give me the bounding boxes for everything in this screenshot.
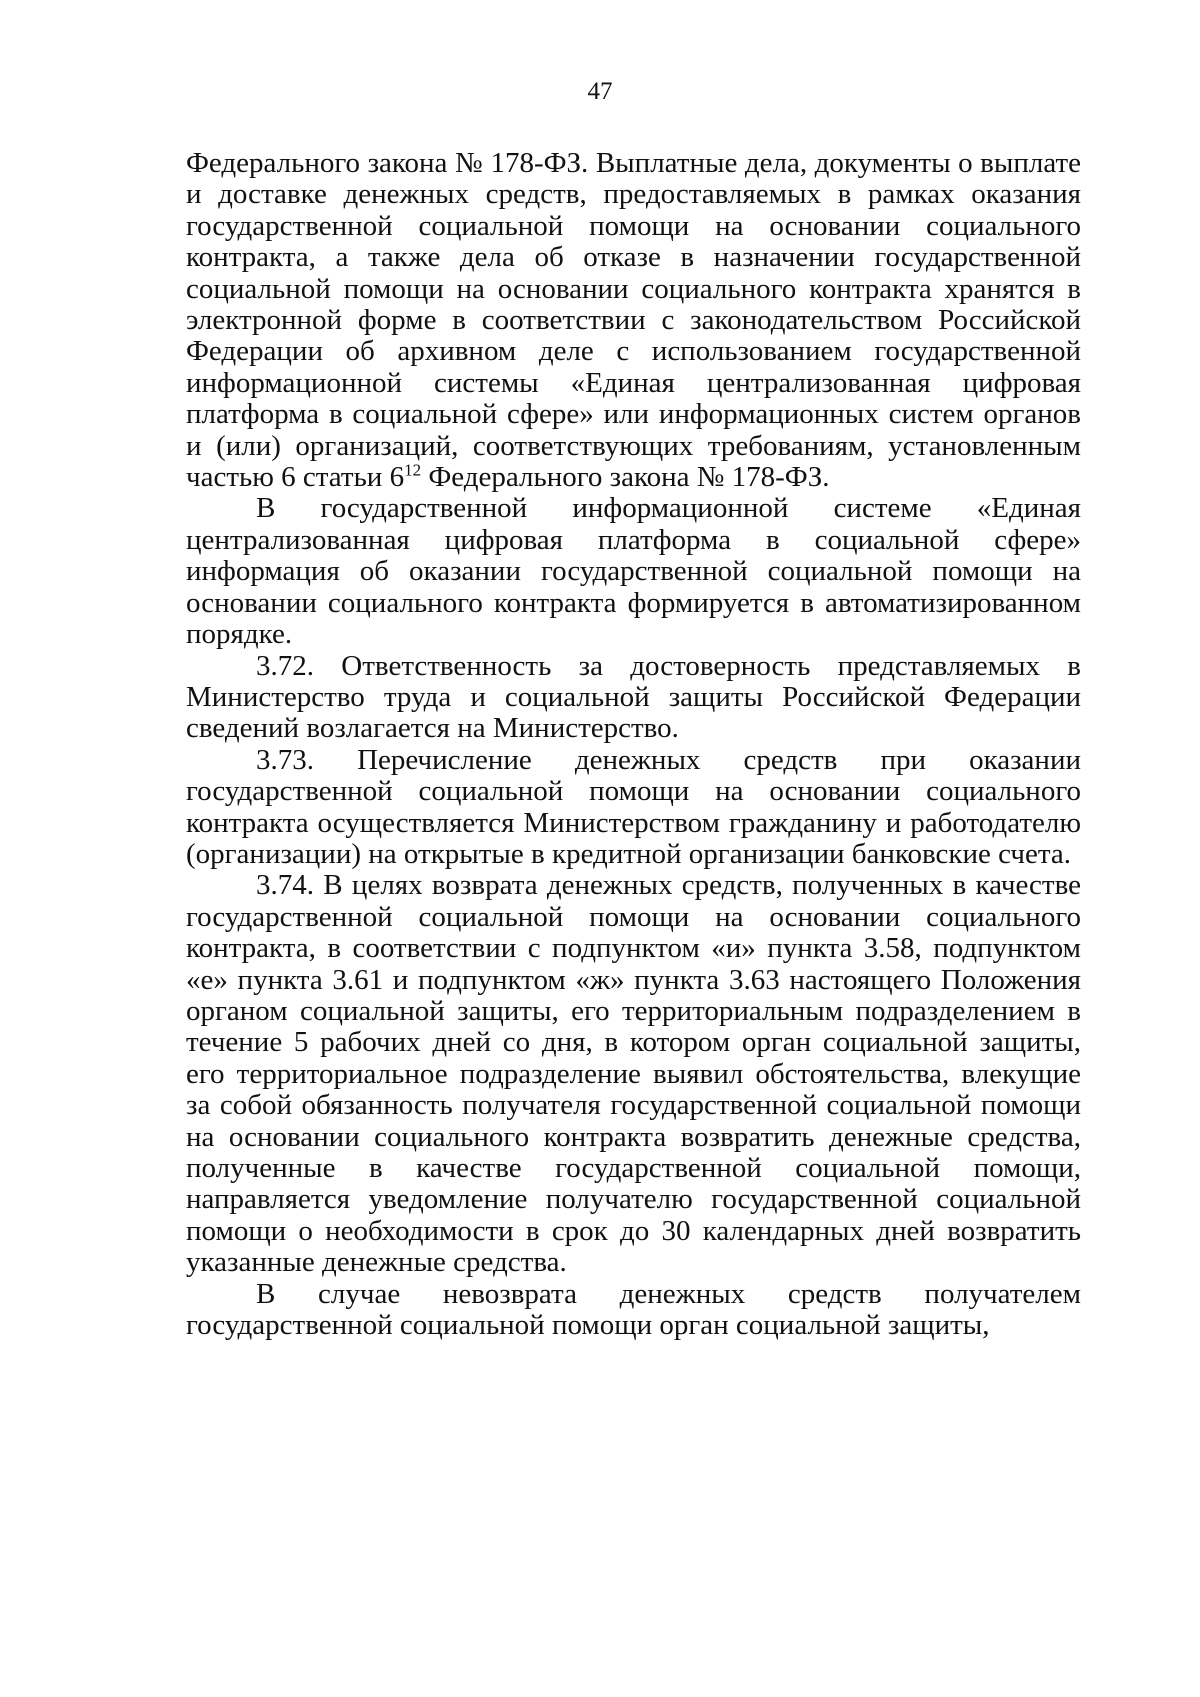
page-number: 47 xyxy=(587,78,613,105)
paragraph-3-73: 3.73. Перечисление денежных средств при оказании государственной социальной помощи на основании социального контракта осуществляется Министерством гражданину и работодателю (организации) на открытые в кредитной организации банковские счета. xyxy=(186,743,1081,870)
paragraph-3-72: 3.72. Ответственность за достоверность представляемых в Министерство труда и социальной защиты Российской Федерации сведений возлагается на Министерство. xyxy=(186,649,1081,745)
document-body xyxy=(186,148,1081,1341)
paragraph-3-74: 3.74. В целях возврата денежных средств, полученных в качестве государственной социальной помощи на основании социального контракта, в соответствии с подпунктом «и» пункта 3.58, подпунктом «е» пункта 3.61 и подпунктом «ж» пункта 3.63 настоящего Положения органом социальной защиты, его территориальным подразделением в течение 5 рабочих дней со дня, в котором орган социальной защиты, его территориальное подразделение выявил обстоятельства, влекущие за собой обязанность получателя государственной социальной помощи на основании социального контракта возвратить денежные средства, полученные в качестве государственной социальной помощи, направляется уведомление получателю государственной социальной помощи о необходимости в срок до 30 календарных дней возвратить указанные денежные средства. xyxy=(186,869,1081,1279)
paragraph-continuation-tail: Федерального закона № 178-ФЗ. xyxy=(421,461,830,494)
footnote-superscript: 12 xyxy=(404,460,422,480)
paragraph-eccp: В государственной информационной системе «Единая централизованная цифровая платформа в социальной сфере» информация об оказании государственной социальной помощи на основании социального контракта формируется в автоматизированном порядке. xyxy=(186,492,1081,651)
paragraph-nonreturn: В случае невозврата денежных средств получателем государственной социальной помощи орган социальной защиты, xyxy=(186,1277,1081,1342)
paragraph-continuation xyxy=(186,148,1081,493)
paragraph-continuation-text: Федерального закона № 178-ФЗ. Выплатные дела, документы о выплате и доставке денежных средств, предоставляемых в рамках оказания государственной социальной помощи на основании социального контракта, а также дела об отказе в назначении государственной социальной помощи на основании социального контракта хранятся в электронной форме в соответствии с законодательством Российской Федерации об архивном деле с использованием государственной информационной системы «Единая централизованная цифровая платформа в социальной сфере» или информационных систем органов и (или) организаций, соответствующих требованиям, установленным частью 6 статьи 6 xyxy=(186,147,1081,494)
